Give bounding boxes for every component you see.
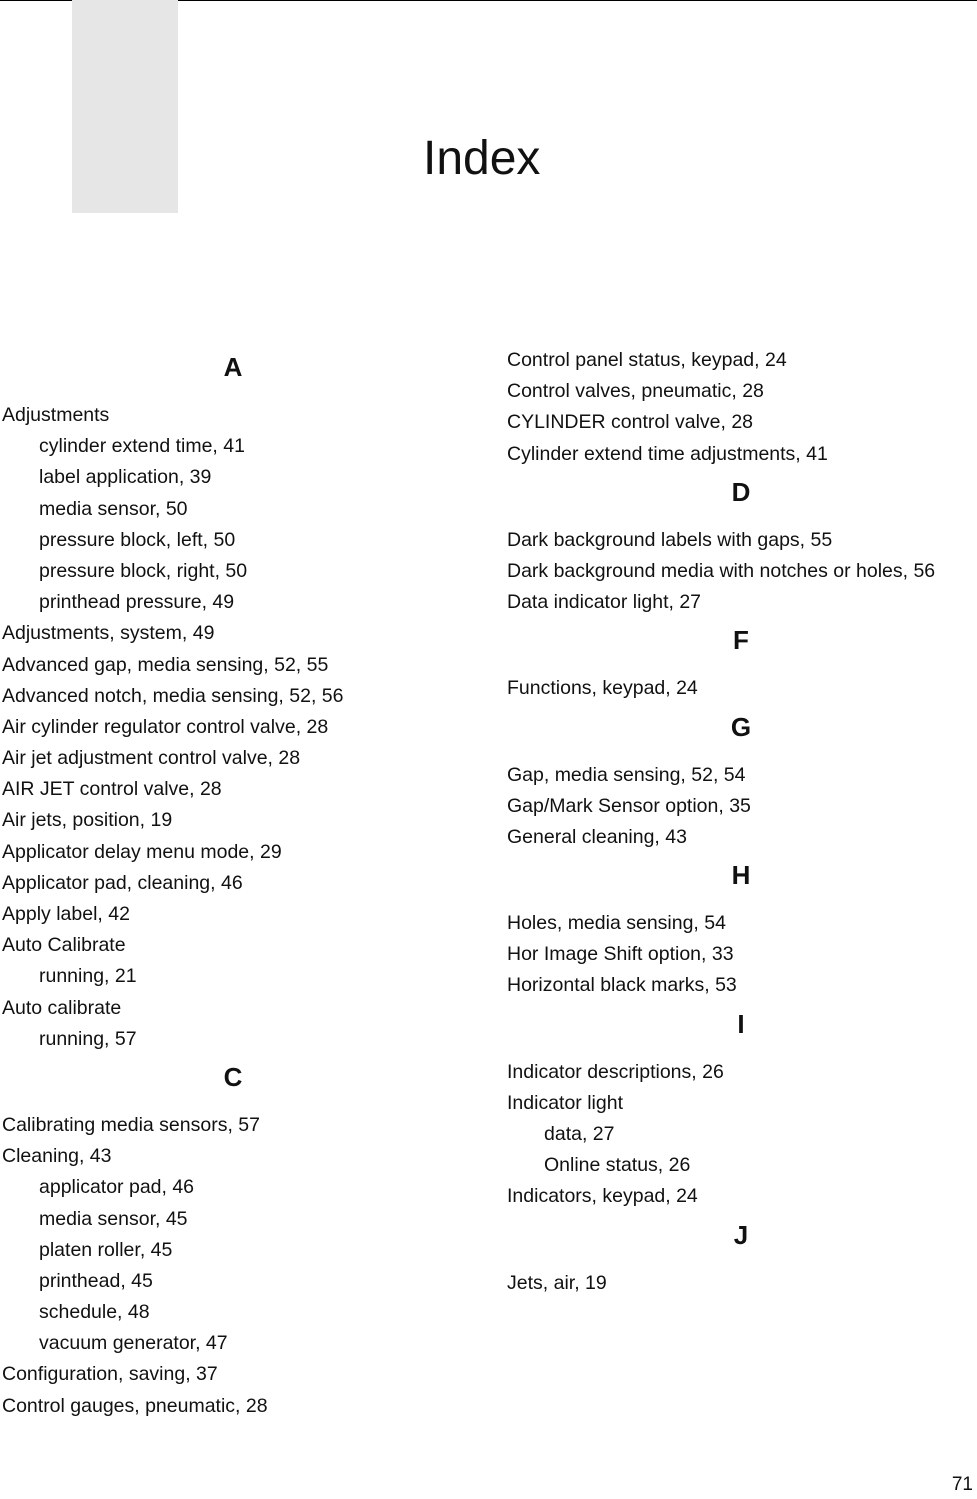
index-letter-heading: J [733, 1219, 749, 1250]
index-letter-heading: D [731, 476, 751, 507]
index-letter-heading: F [733, 625, 749, 656]
index-entry: Gap/Mark Sensor option, 35 [507, 794, 751, 817]
index-entry: Calibrating media sensors, 57 [2, 1113, 260, 1136]
index-entry: Control panel status, keypad, 24 [507, 349, 787, 371]
index-entry: Air jets, position, 19 [2, 809, 173, 832]
index-entry: Indicator light [507, 1091, 623, 1114]
chapter-tab-block [72, 0, 178, 213]
index-entry: Indicator descriptions, 26 [507, 1060, 724, 1083]
index-entry: Dark background labels with gaps, 55 [507, 528, 833, 551]
index-subentry: pressure block, left, 50 [39, 528, 236, 551]
index-subentry: running, 57 [39, 1027, 137, 1050]
index-entry: Horizontal black marks, 53 [507, 974, 737, 997]
index-entry: Hor Image Shift option, 33 [507, 943, 734, 966]
index-subentry: running, 21 [39, 965, 137, 988]
index-subentry: applicator pad, 46 [39, 1176, 195, 1199]
index-entry: Cleaning, 43 [2, 1145, 112, 1168]
page-title: Index [423, 132, 541, 185]
index-entry: Adjustments, system, 49 [2, 622, 215, 645]
index-entry: Control gauges, pneumatic, 28 [2, 1394, 268, 1417]
index-entry: Indicators, keypad, 24 [507, 1185, 698, 1208]
index-letter-heading: C [223, 1061, 243, 1092]
index-subentry: schedule, 48 [39, 1301, 150, 1324]
index-subentry: media sensor, 45 [39, 1207, 188, 1230]
index-entry: Apply label, 42 [2, 903, 130, 925]
index-column-left [2, 345, 472, 1422]
index-letter-heading: I [737, 1008, 745, 1039]
index-entry: Functions, keypad, 24 [507, 677, 698, 700]
index-letter-heading: A [223, 352, 243, 382]
index-entry: Advanced gap, media sensing, 52, 55 [2, 653, 329, 676]
index-subentry: cylinder extend time, 41 [39, 435, 245, 458]
index-entry: Air cylinder regulator control valve, 28 [2, 715, 329, 738]
index-subentry: Online status, 26 [544, 1154, 691, 1177]
index-subentry: printhead pressure, 49 [39, 591, 235, 614]
index-entry: Data indicator light, 27 [507, 591, 702, 614]
index-subentry: pressure block, right, 50 [39, 559, 248, 582]
page-number: 71 [951, 1474, 973, 1495]
index-entry: Jets, air, 19 [507, 1271, 607, 1294]
index-subentry: vacuum generator, 47 [39, 1332, 228, 1355]
index-entry: Configuration, saving, 37 [2, 1363, 218, 1386]
index-letter-heading: H [731, 860, 751, 891]
index-subentry: label application, 39 [39, 466, 212, 489]
index-letter-heading: G [730, 711, 752, 742]
index-entry: CYLINDER control valve, 28 [507, 411, 754, 434]
index-entry: Auto Calibrate [2, 934, 126, 957]
index-entry: Holes, media sensing, 54 [507, 912, 726, 935]
index-entry: Applicator delay menu mode, 29 [2, 840, 282, 863]
index-column-right [507, 345, 972, 1299]
index-subentry: printhead, 45 [39, 1269, 153, 1292]
index-subentry: data, 27 [544, 1123, 615, 1145]
index-entry: AIR JET control valve, 28 [2, 778, 222, 801]
index-entry: Adjustments [2, 404, 110, 426]
index-entry: Advanced notch, media sensing, 52, 56 [2, 684, 344, 707]
index-entry: Air jet adjustment control valve, 28 [2, 747, 301, 770]
index-entry: Dark background media with notches or holes, 56 [507, 559, 936, 582]
index-subentry: platen roller, 45 [39, 1238, 173, 1261]
index-subentry: media sensor, 50 [39, 497, 188, 520]
index-entry: Applicator pad, cleaning, 46 [2, 871, 243, 894]
index-entry: Control valves, pneumatic, 28 [507, 380, 764, 403]
index-entry: Gap, media sensing, 52, 54 [507, 763, 746, 786]
index-entry: Auto calibrate [2, 996, 122, 1019]
index-entry: Cylinder extend time adjustments, 41 [507, 442, 828, 465]
index-entry: General cleaning, 43 [507, 825, 687, 848]
